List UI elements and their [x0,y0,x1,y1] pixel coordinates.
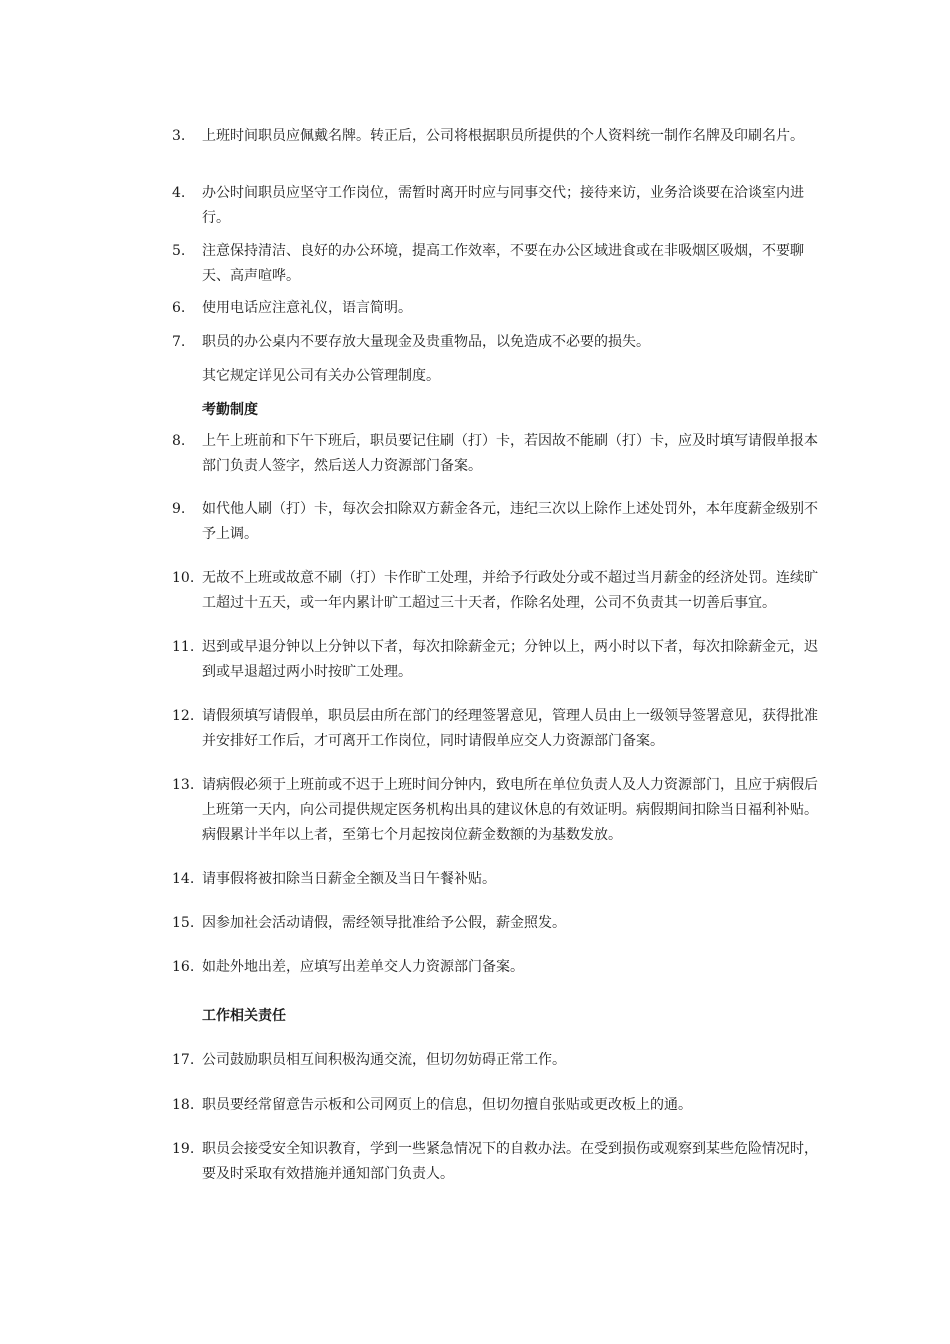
item-number: 14. [172,871,195,887]
item-text: 使用电话应注意礼仪，语言简明。 [202,300,412,316]
item-number: 19. [172,1141,195,1157]
item-text: 请事假将被扣除当日薪金全额及当日午餐补贴。 [202,871,496,887]
office-rules-note: 其它规定详见公司有关办公管理制度。 [202,368,440,384]
item-text: 职员要经常留意告示板和公司网页上的信息，但切勿擅自张贴或更改板上的通。 [202,1097,692,1113]
item-number: 15. [172,915,195,931]
item-number: 10. [172,570,195,586]
item-text: 请假须填写请假单，职员层由所在部门的经理签署意见，管理人员由上一级领导签署意见，获得批准并安排好工作后，才可离开工作岗位，同时请假单应交人力资源部门备案。 [202,708,818,749]
item-text: 如赴外地出差，应填写出差单交人力资源部门备案。 [202,959,524,975]
item-text: 迟到或早退分钟以上分钟以下者，每次扣除薪金元；分钟以上，两小时以下者，每次扣除薪金元，迟到或早退超过两小时按旷工处理。 [202,639,818,680]
item-number: 12. [172,708,195,724]
item-number: 4. [172,185,186,201]
item-number: 7. [172,334,186,350]
section-heading-responsibility: 工作相关责任 [202,1008,286,1024]
item-number: 16. [172,959,195,975]
section-heading-attendance: 考勤制度 [202,402,258,418]
item-text: 请病假必须于上班前或不迟于上班时间分钟内，致电所在单位负责人及人力资源部门，且应于病假后上班第一天内，向公司提供规定医务机构出具的建议休息的有效证明。病假期间扣除当日福利补贴。病假累计半年以上者，至第七个月起按岗位薪金数额的为基数发放。 [202,777,818,843]
item-number: 5. [172,243,186,259]
item-text: 注意保持清洁、良好的办公环境，提高工作效率，不要在办公区域进食或在非吸烟区吸烟，不要聊天、高声喧哗。 [202,243,804,284]
item-number: 6. [172,300,186,316]
item-number: 9. [172,501,186,517]
item-number: 13. [172,777,195,793]
item-number: 18. [172,1097,195,1113]
item-text: 上班时间职员应佩戴名牌。转正后，公司将根据职员所提供的个人资料统一制作名牌及印刷名片。 [202,128,804,144]
item-text: 因参加社会活动请假，需经领导批准给予公假，薪金照发。 [202,915,566,931]
item-text: 职员会接受安全知识教育，学到一些紧急情况下的自救办法。在受到损伤或观察到某些危险情况时，要及时采取有效措施并通知部门负责人。 [202,1141,818,1182]
item-text: 公司鼓励职员相互间积极沟通交流，但切勿妨碍正常工作。 [202,1052,566,1068]
item-text: 办公时间职员应坚守工作岗位，需暂时离开时应与同事交代；接待来访，业务洽谈要在洽谈室内进行。 [202,185,804,226]
item-text: 如代他人刷（打）卡，每次会扣除双方薪金各元，违纪三次以上除作上述处罚外，本年度薪金级别不予上调。 [202,501,818,542]
item-text: 职员的办公桌内不要存放大量现金及贵重物品，以免造成不必要的损失。 [202,334,650,350]
item-number: 3. [172,128,186,144]
item-number: 8. [172,433,186,449]
item-number: 11. [172,639,195,655]
item-number: 17. [172,1052,195,1068]
item-text: 无故不上班或故意不刷（打）卡作旷工处理，并给予行政处分或不超过当月薪金的经济处罚。连续旷工超过十五天，或一年内累计旷工超过三十天者，作除名处理，公司不负责其一切善后事宜。 [202,570,818,611]
item-text: 上午上班前和下午下班后，职员要记住刷（打）卡，若因故不能刷（打）卡，应及时填写请假单报本部门负责人签字，然后送人力资源部门备案。 [202,433,818,474]
